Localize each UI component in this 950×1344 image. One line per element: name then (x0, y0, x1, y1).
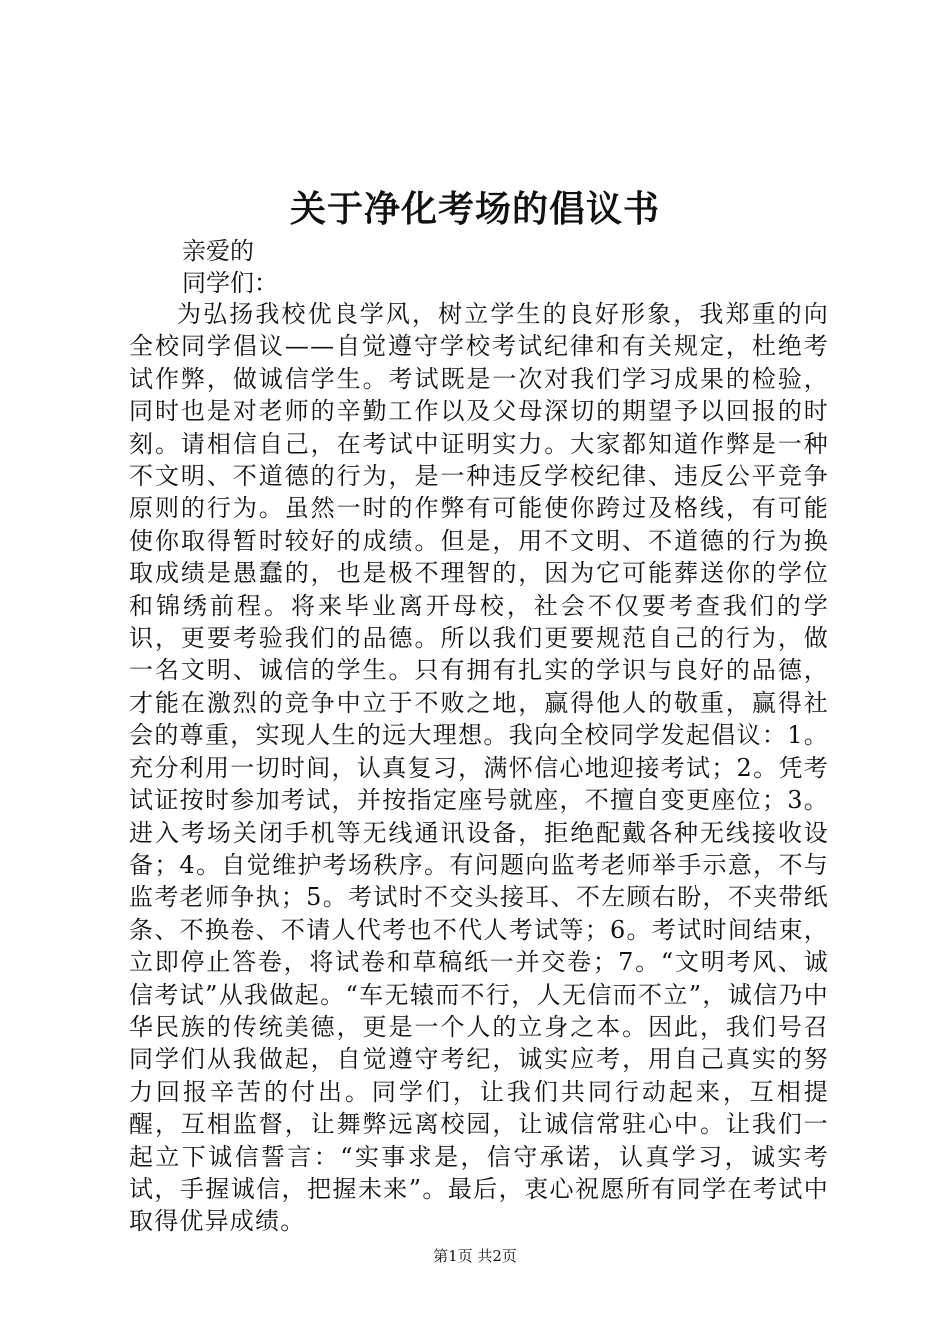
greeting-line-2: 同学们： (182, 269, 278, 297)
page-number-footer: 第1页 共2页 (433, 1247, 517, 1265)
greeting-line-1: 亲爱的 (182, 237, 254, 265)
body-paragraph: 为弘扬我校优良学风，树立学生的良好形象，我郑重的向全校同学倡议——自觉遵守学校考试纪律和有关规定，杜绝考试作弊，做诚信学生。考试既是一次对我们学习成果的检验，同时也是对老师的辛勤工作以及父母深切的期望予以回报的时刻。请相信自己，在考试中证明实力。大家都知道作弊是一种不文明、不道德的行为，是一种违反学校纪律、违反公平竞争原则的行为。虽然一时的作弊有可能使你跨过及格线，有可能使你取得暂时较好的成绩。但是，用不文明、不道德的行为换取成绩是愚蠢的，也是极不理智的，因为它可能葬送你的学位和锦绣前程。将来毕业离开母校，社会不仅要考查我们的学识，更要考验我们的品德。所以我们更要规范自己的行为，做一名文明、诚信的学生。只有拥有扎实的学识与良好的品德，才能在激烈的竞争中立于不败之地，赢得他人的敬重，赢得社会的尊重，实现人生的远大理想。我向全校同学发起倡议：1。充分利用一切时间，认真复习，满怀信心地迎接考试；2。凭考试证按时参加考试，并按指定座号就座，不擅自变更座位；3。进入考场关闭手机等无线通讯设备，拒绝配戴各种无线接收设备；4。自觉维护考场秩序。有问题向监考老师举手示意，不与监考老师争执；5。考试时不交头接耳、不左顾右盼，不夹带纸条、不换卷、不请人代考也不代人考试等；6。考试时间结束，立即停止答卷，将试卷和草稿纸一并交卷；7。“文明考风、诚信考试”从我做起。“车无辕而不行，人无信而不立”，诚信乃中华民族的传统美德，更是一个人的立身之本。因此，我们号召同学们从我做起，自觉遵守考纪，诚实应考，用自己真实的努力回报辛苦的付出。同学们，让我们共同行动起来，互相提醒，互相监督，让舞弊远离校园，让诚信常驻心中。让我们一起立下诚信誓言：“实事求是，信守承诺，认真学习，诚实考试，手握诚信，把握未来”。最后，衷心祝愿所有同学在考试中取得优异成绩。 (129, 300, 829, 1236)
document-title: 关于净化考场的倡议书 (289, 188, 660, 230)
